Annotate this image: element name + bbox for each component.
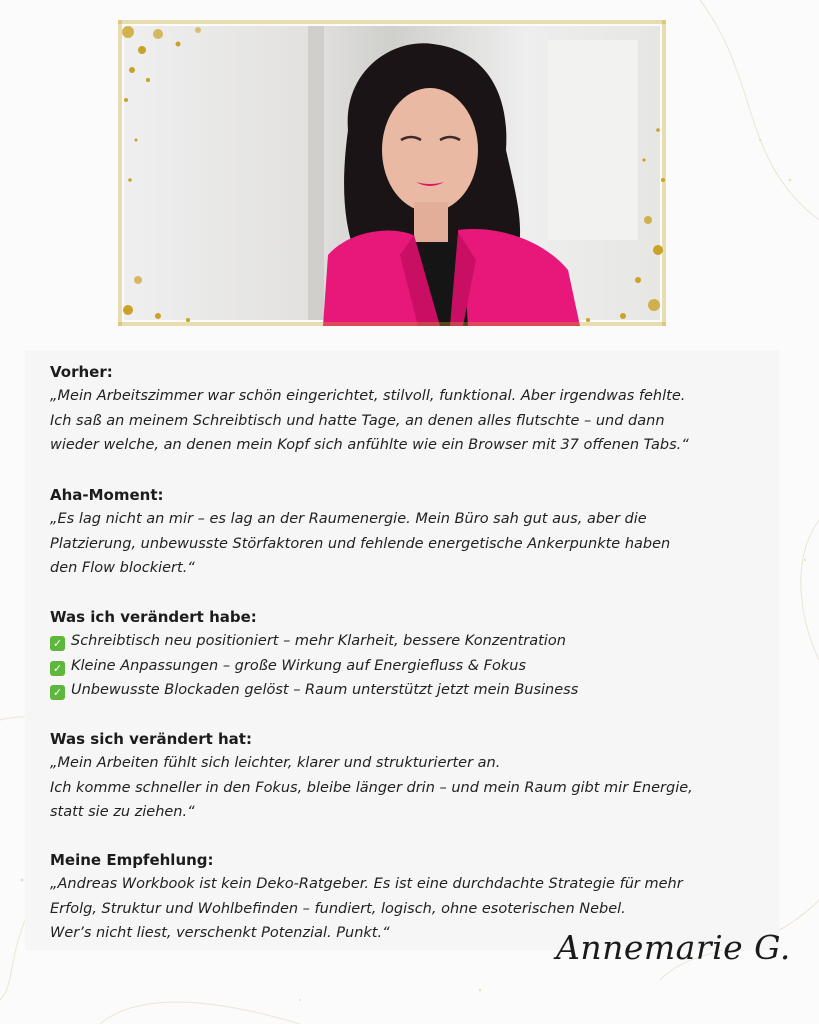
- signature: Annemarie G.: [556, 928, 791, 967]
- list-item: [50, 678, 578, 703]
- section-result: [50, 727, 693, 825]
- text-line: Ich komme schneller in den Fokus, bleibe länger drin – und mein Raum gibt mir Energie,: [50, 779, 693, 796]
- check-mark-icon: ✓: [50, 685, 65, 700]
- section-heading: Aha-Moment:: [50, 486, 164, 504]
- check-mark-icon: ✓: [50, 636, 65, 651]
- text-line: Wer’s nicht liest, verschenkt Potenzial. Punkt.“: [50, 925, 390, 941]
- portrait-photo: [118, 20, 666, 326]
- text-line: wieder welche, an denen mein Kopf sich anfühlte wie ein Browser mit 37 offenen Tabs.“: [50, 437, 689, 453]
- text-line: den Flow blockiert.“: [50, 560, 195, 576]
- section-heading: Meine Empfehlung:: [50, 851, 214, 869]
- section-heading: Vorher:: [50, 363, 113, 381]
- section-changes: [50, 605, 578, 703]
- text-line: Ich saß an meinem Schreibtisch und hatte Tage, an denen alles flutschte – und dann: [50, 412, 665, 429]
- list-item-text: Schreibtisch neu positioniert – mehr Klarheit, bessere Konzentration: [71, 633, 566, 649]
- text-line: „Andreas Workbook ist kein Deko-Ratgeber. Es ist eine durchdachte Strategie für mehr: [50, 876, 683, 892]
- list-item-text: Unbewusste Blockaden gelöst – Raum unterstützt jetzt mein Business: [71, 682, 579, 698]
- text-line: „Mein Arbeiten fühlt sich leichter, klarer und strukturierter an.: [50, 755, 501, 771]
- list-item-text: Kleine Anpassungen – große Wirkung auf Energiefluss & Fokus: [71, 657, 527, 674]
- section-aha-moment: [50, 483, 670, 581]
- text-line: „Mein Arbeitszimmer war schön eingerichtet, stilvoll, funktional. Aber irgendwas fehlte.: [50, 388, 686, 404]
- text-line: statt sie zu ziehen.“: [50, 804, 195, 820]
- section-heading: Was ich verändert habe:: [50, 608, 257, 626]
- list-item: [50, 654, 578, 679]
- check-mark-icon: ✓: [50, 661, 65, 676]
- list-item: [50, 629, 578, 654]
- section-heading: Was sich verändert hat:: [50, 730, 252, 748]
- text-line: Erfolg, Struktur und Wohlbefinden – fundiert, logisch, ohne esoterischen Nebel.: [50, 900, 626, 917]
- text-line: Platzierung, unbewusste Störfaktoren und fehlende energetische Ankerpunkte haben: [50, 535, 671, 552]
- testimonial-card: [25, 350, 779, 950]
- section-before: [50, 360, 689, 458]
- text-line: „Es lag nicht an mir – es lag an der Raumenergie. Mein Büro sah gut aus, aber die: [50, 511, 647, 527]
